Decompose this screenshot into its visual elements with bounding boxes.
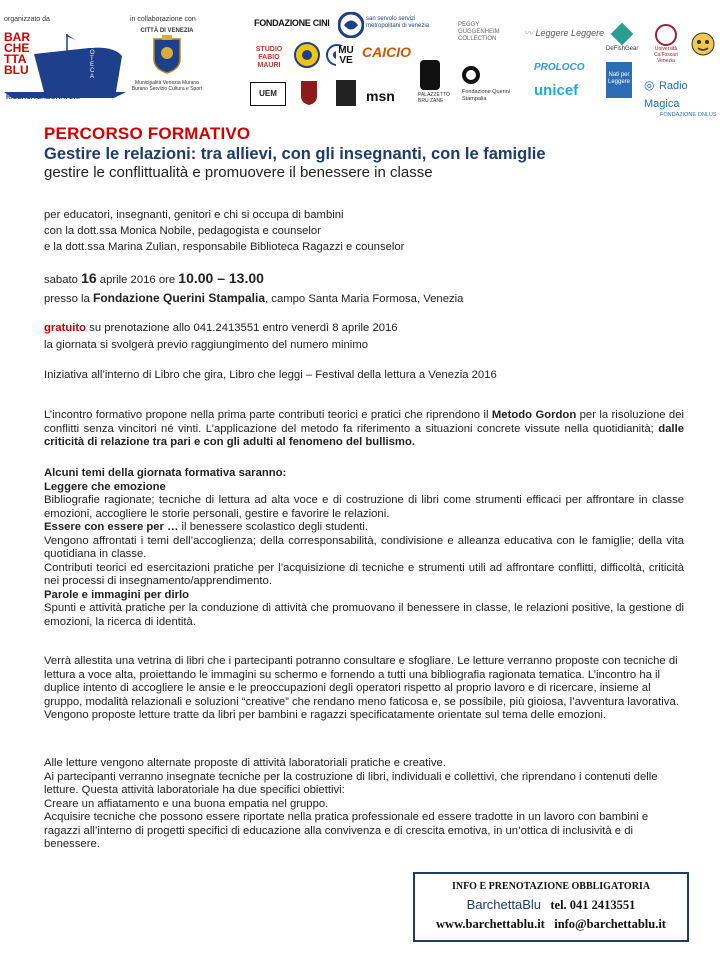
themes-block [44, 467, 684, 629]
book-icon: 〰 [524, 28, 534, 38]
rotary-wheel-icon [294, 42, 320, 68]
heading-block [44, 124, 684, 181]
booking-line [44, 320, 684, 337]
free-label: gratuito [44, 322, 87, 334]
servizi-swirl-icon [338, 12, 364, 38]
defishgear-text: DeFishGear [606, 46, 639, 52]
rotary-logo [294, 42, 320, 73]
subtitle-secondary: gestire le conflittualità e promuovere il benessere in classe [44, 164, 433, 181]
crest-shield-icon [300, 80, 318, 106]
radio-icon: ◎ [644, 78, 655, 92]
character-logo [690, 30, 716, 63]
date-line [44, 269, 684, 289]
citta-name: CITTÀ DI VENEZIA [140, 28, 194, 34]
collab-label: in collaborazione con [130, 16, 196, 23]
theme2-text: Vengono affrontati i temi dell’accoglienza; della corresponsabilità, condivisione e alleanza educativa con le famiglie; della vita quotidiana in classe. [44, 534, 684, 560]
lab-line: Creare un affiatamento e una buona empatia nel gruppo. [44, 797, 329, 810]
ca-foscari-logo [648, 24, 684, 64]
citta-sub: Municipalità Venezia Murano Burano Servizio Cultura e Sport [131, 80, 203, 92]
fondazione-cini-logo: FONDAZIONE CINI [254, 18, 330, 28]
querini-text: Fondazione Querini Stampalia [462, 89, 511, 102]
theme2-heading-line [44, 521, 684, 535]
page-title: PERCORSO FORMATIVO [44, 124, 251, 143]
logo-tta: TTA [4, 52, 27, 66]
proloco-logo: PROLOCO [534, 62, 585, 73]
unicef-logo: unicef [534, 82, 579, 99]
nati-text: Nati per Leggere [607, 72, 631, 85]
theme1-heading: Leggere che emozione [44, 480, 166, 493]
servizi-metropolitani-logo [338, 12, 430, 43]
defishgear-logo [606, 26, 638, 53]
palazzetto-logo: PALAZZETTO BRU ZANE [418, 92, 450, 104]
logo-che: CHE [4, 41, 30, 55]
lab-line: Acquisire tecniche che possono essere riportate nella pratica professionale ed essere tradotte in un lavoro con bambini e ragazzi all’interno di progetti specifici di educazione alla convivenza e di crescita emotiva, in un’ottica di inclusività e di benessere. [44, 811, 649, 850]
place-line [44, 289, 684, 308]
info-box [413, 872, 689, 942]
theme1-text: Bibliografie ragionate; tecniche di lettura ad alta voce e di costruzione di libri come strumenti efficaci per affrontare in classe emozioni, accogliere le storie personali, gestire e favorire le relazioni. [44, 494, 684, 520]
month-text: aprile 2016 ore [99, 274, 176, 286]
theme3-text: Spunti e attività pratiche per la conduzione di attività che promuovano il benessere in classe, le relazioni positive, la gestione di emozioni, la ricerca di identità. [44, 602, 684, 628]
info-brand: BarchettaBlu [466, 897, 541, 912]
minimum-note: la giornata si svolgerà previo raggiungimento del numero minimo [44, 339, 369, 351]
radio-magica-logo [644, 76, 720, 119]
servizi-text: san servolo servizi metropolitani di venezia [366, 16, 430, 29]
uem-logo: UEM [250, 82, 286, 106]
caicio-logo: CAICIO [362, 44, 411, 60]
audience-line: per educatori, insegnanti, genitori e chi si occupa di bambini [44, 209, 344, 221]
intro-paragraph [44, 409, 684, 450]
organized-label: organizzato da [4, 16, 50, 23]
theme2-heading-rest: il benessere scolastico degli studenti. [181, 521, 369, 533]
booking-block [44, 320, 684, 354]
vetrina-block [44, 655, 680, 723]
audience-line: con la dott.ssa Monica Nobile, pedagogista e counselor [44, 225, 321, 237]
lab-line: Alle letture vengono alternate proposte di attività laboratoriali pratiche e creative. [44, 757, 446, 769]
barchettablu-logo [4, 26, 126, 106]
msn-logo: msn [366, 88, 395, 104]
info-web-line [415, 917, 687, 932]
lab-line: Ai partecipanti verranno insegnate tecniche per la costruzione di libri, individuali e collettivi, che riprendano i contenuti delle letture. Questa attività laboratoriale ha due specifici obiettivi: [44, 770, 658, 796]
audience-line: e la dott.ssa Marina Zulian, responsabile Biblioteca Ragazzi e counselor [44, 241, 405, 253]
ca-foscari-text: Università Ca'Foscari Venezia [654, 46, 678, 64]
diamond-icon [611, 23, 634, 46]
date-place-block [44, 269, 684, 308]
venice-crest-icon [150, 35, 184, 75]
info-contact-line [415, 897, 687, 913]
studio-fabio-mauri-logo: STUDIO FABIO MAURI [255, 46, 283, 69]
palazzetto-mark-icon [420, 60, 440, 90]
dark-logo [336, 80, 356, 106]
email-link[interactable]: info@barchettablu.it [554, 917, 666, 931]
booking-text: su prenotazione allo 041.2413551 entro venerdì 8 aprile 2016 [89, 322, 398, 334]
leggere-text: Leggere Leggere [535, 28, 605, 38]
radio-magica-text: Radio Magica [644, 80, 688, 110]
querini-logo [462, 66, 522, 103]
mascot-icon [690, 30, 716, 58]
nati-per-leggere-logo [606, 62, 632, 98]
place-prefix: presso la [44, 293, 90, 305]
info-title: INFO E PRENOTAZIONE OBBLIGATORIA [451, 881, 651, 892]
vetrina-paragraph: Verrà allestita una vetrina di libri che i partecipanti potranno consultare e sfogliare. Le letture verranno proposte con tecniche di lettura a voce alta, proiettando le immagini su schermo e fornendo a tutti una bibliografia ragionata tematica. L’incontro ha il duplice intento di accogliere le ansie e le preoccupazioni degli operatori rispetto al proprio lavoro e di ricercare, insieme al gruppo, modalità relazionali e soluzioni “creative” che rendano meno faticosa e, se possibile, più gioiosa, l’avventura lavorativa. [44, 655, 679, 708]
vetrina-paragraph-2: Vengono proposte letture tratte da libri per bambini e ragazzi specificatamente orientate sul tema delle emozioni. [44, 709, 607, 721]
event-time: 10.00 – 13.00 [178, 270, 264, 286]
logo-bar: BAR [4, 30, 30, 44]
laboratory-block [44, 757, 684, 852]
info-phone[interactable]: tel. 041 2413551 [550, 898, 636, 912]
metodo-gordon: Metodo Gordon [491, 409, 577, 421]
audience-block [44, 207, 684, 255]
logo-blu: BLU [4, 63, 29, 77]
logo-biblioteca: BIBLIOTECA [90, 32, 96, 80]
theme3-heading: Parole e immagini per dirlo [44, 588, 190, 601]
ca-foscari-seal-icon [655, 24, 677, 46]
guggenheim-logo: PEGGY GUGGENHEIM COLLECTION [458, 22, 500, 42]
day-number: 16 [81, 270, 97, 286]
radio-magica-sub: FONDAZIONE ONLUS [660, 112, 717, 118]
place-suffix: , campo Santa Maria Formosa, Venezia [265, 293, 464, 305]
querini-ring-icon [462, 66, 480, 84]
logo-ricerca: RICERCA LABORATORI [6, 94, 80, 101]
intro-text-2: per la risoluzione dei conflitti senza vincitori né vinti. L’applicazione del metodo fa riferimento a situazioni concrete vissute nella quotidianità; [44, 409, 685, 435]
website-link[interactable]: www.barchettablu.it [436, 917, 545, 931]
theme2-text-2: Contributi teorici ed esercitazioni pratiche per l’acquisizione di tecniche e strumenti utili ad affrontare conflitti, difficoltà, criticità nei processi di insegnamento/apprendimento. [44, 561, 684, 587]
muve-logo: MU VE [336, 46, 356, 66]
subtitle-primary: Gestire le relazioni: tra allievi, con gli insegnanti, con le famiglie [44, 145, 546, 163]
crest-logo [300, 80, 318, 111]
intro-text: L’incontro formativo propone nella prima parte contributi teorici e pratici che riprendono il [44, 409, 489, 421]
theme2-heading: Essere con essere per … [44, 521, 179, 533]
themes-heading: Alcuni temi della giornata formativa saranno: [44, 467, 287, 479]
leggere-logo [524, 26, 604, 39]
place-name: Fondazione Querini Stampalia [92, 291, 266, 305]
initiative-line: Iniziativa all’interno di Libro che gira, Libro che leggi – Festival della lettura a Venezia 2016 [44, 369, 497, 381]
citta-venezia-logo [130, 28, 204, 92]
day-prefix: sabato [44, 274, 78, 286]
intro-bold: dalle criticità di relazione tra pari e con gli adulti al fenomeno del bullismo. [44, 422, 684, 448]
